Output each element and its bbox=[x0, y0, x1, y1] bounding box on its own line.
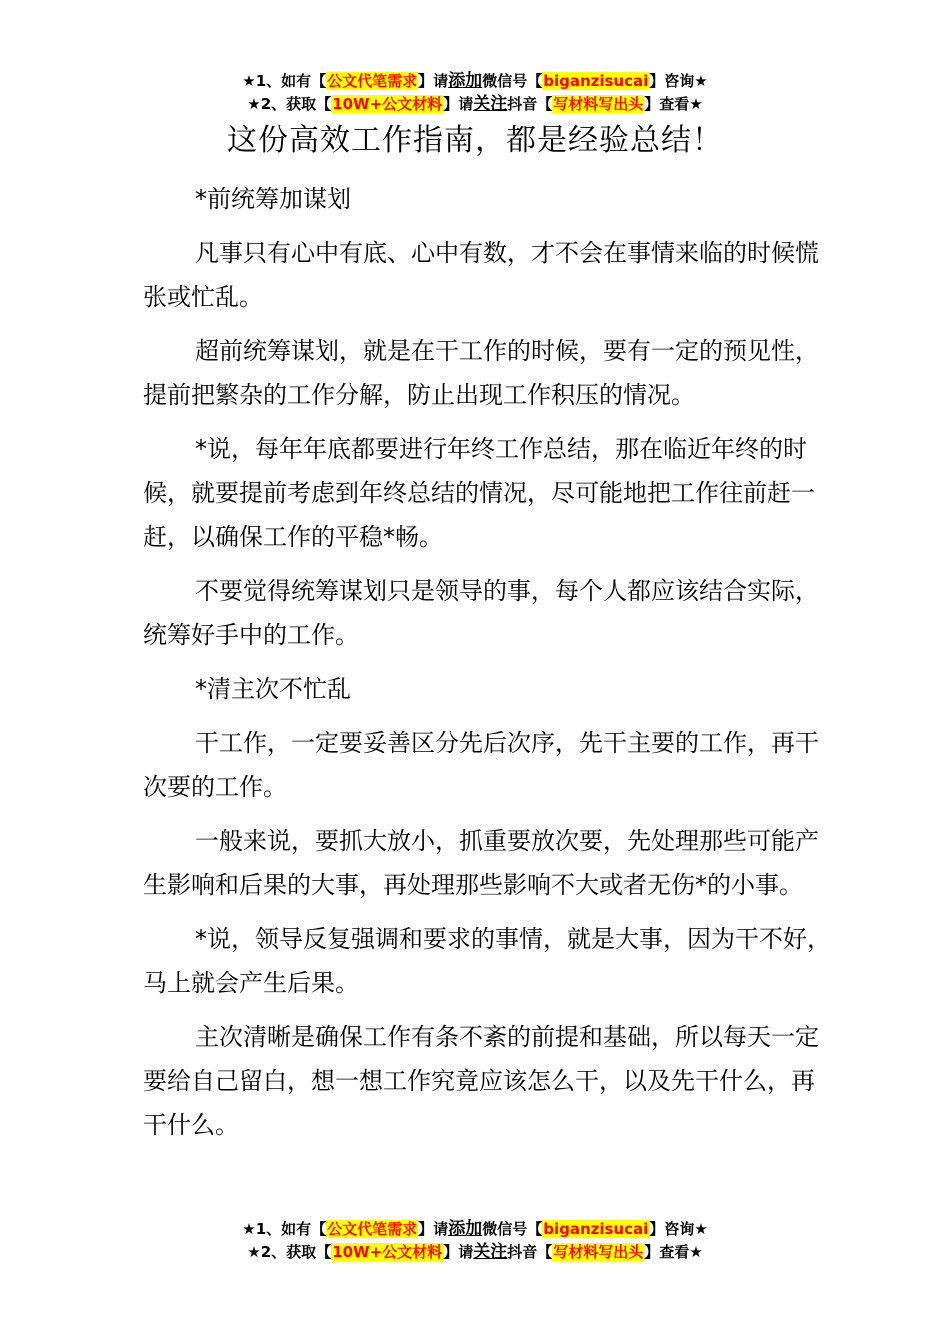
paragraph: *说，每年年底都要进行年终工作总结，那在临近年终的时候，就要提前考虑到年终总结的情况，尽可能地把工作往前赶一赶，以确保工作的平稳*畅。 bbox=[143, 435, 815, 551]
banner-text: 】请 bbox=[418, 72, 449, 90]
banner-text: 2、获取【 bbox=[260, 1243, 332, 1261]
paragraph: 一般来说，要抓大放小，抓重要放次要，先处理那些可能产生影响和后果的大事，再处理那些影响不大或者无伤*的小事。 bbox=[143, 827, 819, 899]
page-title: 这份高效工作指南，都是经验总结！ bbox=[227, 123, 723, 158]
highlight-wechat-id: biganzisucai bbox=[543, 72, 649, 90]
paragraph: 凡事只有心中有底、心中有数，才不会在事情来临的时候慌张或忙乱。 bbox=[143, 239, 819, 311]
banner-text: 微信号【 bbox=[482, 72, 543, 90]
banner-text: 抖音【 bbox=[507, 1243, 553, 1261]
star-icon: ★ bbox=[242, 1220, 256, 1238]
star-icon: ★ bbox=[247, 1243, 261, 1261]
banner-line-2 bbox=[0, 93, 950, 116]
section-heading: *前统筹加谋划 bbox=[195, 185, 351, 213]
footer-banner bbox=[0, 1218, 950, 1264]
banner-text: 】请 bbox=[443, 1243, 474, 1261]
banner-text: 】查看★ bbox=[644, 1243, 703, 1261]
highlight-douyin-account: 写材料写出头 bbox=[553, 1243, 644, 1261]
highlight-service: 公文代笔需求 bbox=[327, 72, 418, 90]
paragraph: *说，领导反复强调和要求的事情，就是大事，因为干不好，马上就会产生后果。 bbox=[143, 925, 831, 997]
paragraph: 干工作，一定要妥善区分先后次序，先干主要的工作，再干次要的工作。 bbox=[143, 729, 819, 801]
star-icon: ★ bbox=[242, 72, 256, 90]
banner-text: 微信号【 bbox=[482, 1220, 543, 1238]
banner-emphasis: 添加 bbox=[448, 1219, 483, 1239]
banner-line-1 bbox=[0, 70, 950, 93]
paragraph: 不要觉得统筹谋划只是领导的事，每个人都应该结合实际，统筹好手中的工作。 bbox=[143, 577, 819, 649]
banner-text: 抖音【 bbox=[507, 95, 553, 113]
banner-line-2 bbox=[0, 1241, 950, 1264]
banner-text: 1、如有【 bbox=[255, 1220, 327, 1238]
banner-text: 1、如有【 bbox=[255, 72, 327, 90]
banner-emphasis: 添加 bbox=[448, 71, 483, 91]
paragraph: 超前统筹谋划，就是在干工作的时候，要有一定的预见性，提前把繁杂的工作分解，防止出现工作积压的情况。 bbox=[143, 337, 819, 409]
banner-text: 】请 bbox=[418, 1220, 449, 1238]
highlight-wechat-id: biganzisucai bbox=[543, 1220, 649, 1238]
banner-text: 】请 bbox=[443, 95, 474, 113]
section-heading: *清主次不忙乱 bbox=[195, 675, 351, 703]
banner-text: 】咨询★ bbox=[649, 1220, 708, 1238]
banner-text: 2、获取【 bbox=[260, 95, 332, 113]
banner-text: 】查看★ bbox=[644, 95, 703, 113]
banner-emphasis: 关注 bbox=[473, 1242, 508, 1262]
banner-text: 】咨询★ bbox=[649, 72, 708, 90]
banner-emphasis: 关注 bbox=[473, 94, 508, 114]
banner-line-1 bbox=[0, 1218, 950, 1241]
highlight-materials: 10W+公文材料 bbox=[332, 95, 443, 113]
paragraph: 主次清晰是确保工作有条不紊的前提和基础，所以每天一定要给自己留白，想一想工作究竟应该怎么干，以及先干什么，再干什么。 bbox=[143, 1023, 819, 1139]
highlight-materials: 10W+公文材料 bbox=[332, 1243, 443, 1261]
highlight-douyin-account: 写材料写出头 bbox=[553, 95, 644, 113]
highlight-service: 公文代笔需求 bbox=[327, 1220, 418, 1238]
article-body bbox=[143, 177, 833, 1157]
star-icon: ★ bbox=[247, 95, 261, 113]
header-banner bbox=[0, 70, 950, 116]
